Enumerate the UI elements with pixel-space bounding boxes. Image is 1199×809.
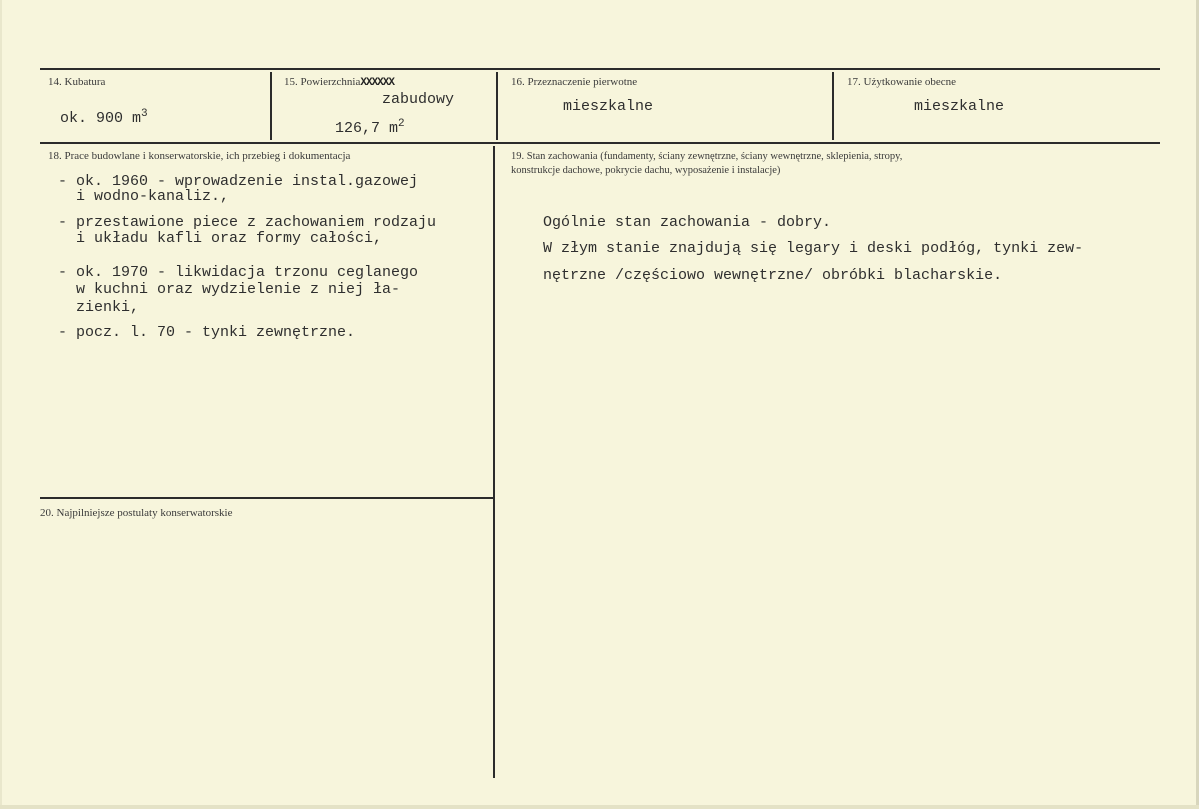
field-15-value-line1: zabudowy bbox=[382, 91, 455, 108]
field-19-label-line2: konstrukcje dachowe, pokrycie dachu, wyposażenie i instalacje) bbox=[511, 165, 781, 176]
field-14-value bbox=[60, 107, 148, 126]
field-18-line: i wodno-kanaliz., bbox=[58, 188, 230, 205]
field-18-line: zienki, bbox=[58, 299, 140, 316]
field-18-label: 18. Prace budowlane i konserwatorskie, ich przebieg i dokumentacja bbox=[48, 150, 351, 162]
field-15-struck-text: XXXXXX bbox=[360, 77, 394, 89]
field-18-line: - ok. 1970 - likwidacja trzonu ceglanego bbox=[58, 264, 419, 281]
top-rule bbox=[40, 68, 1160, 70]
field-14-unit-exponent: 3 bbox=[141, 108, 148, 120]
card-bottom-edge bbox=[0, 805, 1199, 809]
field-19-label-line1: 19. Stan zachowania (fundamenty, ściany zewnętrzne, ściany wewnętrzne, sklepienia, stropy, bbox=[511, 151, 903, 162]
field-15-label-text: 15. Powierzchnia bbox=[284, 76, 361, 88]
divider-15-16 bbox=[496, 72, 498, 140]
row-divider-rule bbox=[40, 142, 1160, 144]
field-18-line: - przestawione piece z zachowaniem rodzaju bbox=[58, 214, 437, 231]
section-20-rule bbox=[40, 497, 493, 499]
field-15-value-line2 bbox=[335, 117, 405, 136]
field-16-value: mieszkalne bbox=[563, 98, 654, 115]
field-18-line: - pocz. l. 70 - tynki zewnętrzne. bbox=[58, 324, 356, 341]
field-15-unit-exponent: 2 bbox=[398, 118, 405, 130]
field-19-line: Ogólnie stan zachowania - dobry. bbox=[543, 214, 832, 231]
field-17-value: mieszkalne bbox=[914, 98, 1005, 115]
divider-16-17 bbox=[832, 72, 834, 140]
field-15-value-text: 126,7 m bbox=[335, 120, 399, 137]
field-15-label bbox=[284, 76, 394, 89]
field-18-line: w kuchni oraz wydzielenie z niej ła- bbox=[58, 281, 401, 298]
divider-18-19 bbox=[493, 146, 495, 778]
field-17-label: 17. Użytkowanie obecne bbox=[847, 76, 957, 88]
card-left-edge bbox=[0, 0, 2, 809]
field-20-label: 20. Najpilniejsze postulaty konserwatorskie bbox=[40, 507, 233, 519]
field-18-line: - ok. 1960 - wprowadzenie instal.gazowej bbox=[58, 173, 419, 190]
field-14-label: 14. Kubatura bbox=[48, 76, 106, 88]
divider-14-15 bbox=[270, 72, 272, 140]
field-18-line: i układu kafli oraz formy całości, bbox=[58, 230, 383, 247]
field-14-value-text: ok. 900 m bbox=[60, 110, 142, 127]
field-19-line: W złym stanie znajdują się legary i deski podłóg, tynki zew- bbox=[543, 240, 1084, 257]
field-19-line: nętrzne /częściowo wewnętrzne/ obróbki blacharskie. bbox=[543, 267, 1003, 284]
field-16-label: 16. Przeznaczenie pierwotne bbox=[511, 76, 638, 88]
